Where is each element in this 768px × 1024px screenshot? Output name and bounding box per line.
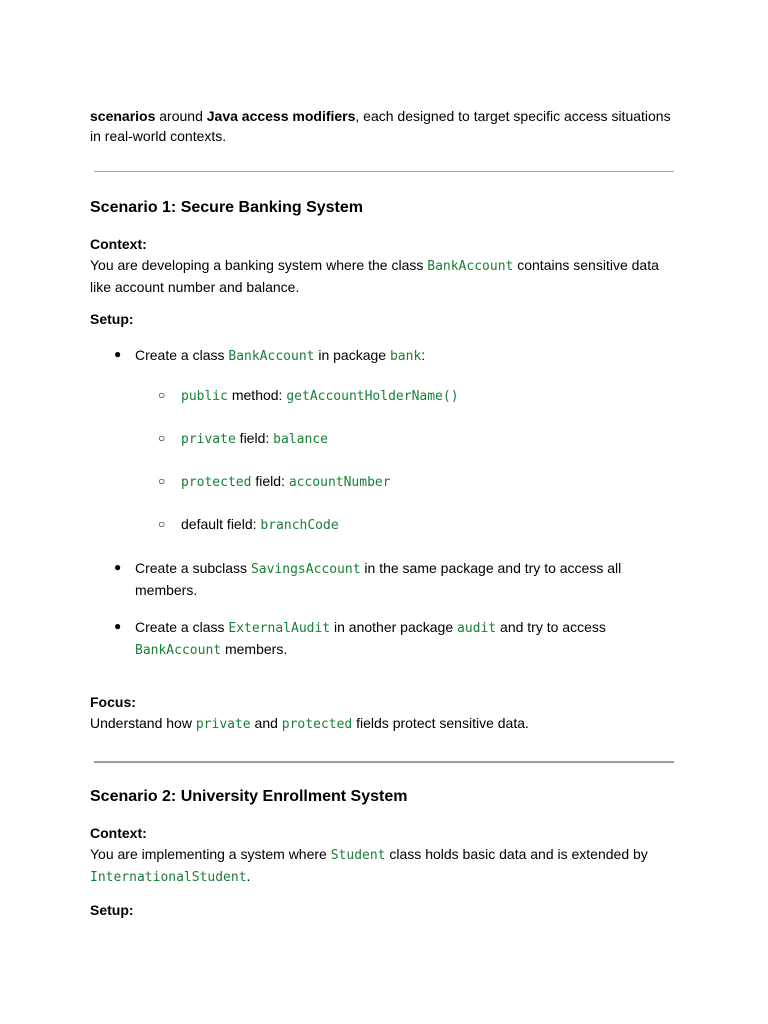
code: InternationalStudent [90, 870, 247, 885]
text: method: [227, 387, 287, 403]
code: Student [330, 848, 386, 863]
sub-bullet-icon: ○ [158, 474, 166, 488]
code: balance [273, 432, 328, 447]
scenario1-context-label: Context: [90, 236, 147, 252]
setup-item-1 [135, 345, 675, 367]
code: accountNumber [288, 475, 391, 490]
text: You are implementing a system where [90, 846, 331, 862]
code: private [181, 432, 236, 447]
sub-bullet-icon: ○ [158, 431, 166, 445]
text: field: [251, 473, 289, 489]
text: field: [235, 430, 274, 446]
text: in another package [330, 619, 457, 635]
code: protected [181, 475, 252, 490]
scenario1-focus-label: Focus: [90, 694, 136, 710]
text: default field: [181, 516, 261, 532]
text: : [421, 347, 426, 363]
code: private [195, 717, 251, 732]
intro-bold-java: Java access modifiers [206, 108, 356, 124]
bullet-icon: ● [114, 347, 122, 361]
scenario1-focus [90, 713, 678, 735]
text: members. [221, 641, 288, 657]
code: BankAccount [135, 643, 222, 658]
code: SavingsAccount [250, 562, 361, 577]
subitem-1 [181, 385, 459, 407]
subitem-4 [181, 514, 339, 536]
divider [94, 171, 674, 172]
text: class holds basic data and is extended by [385, 846, 648, 862]
setup-item-2 [135, 558, 655, 600]
code: branchCode [260, 518, 339, 533]
code: protected [281, 717, 353, 732]
intro-text: around [155, 108, 207, 124]
text: Create a class [135, 347, 229, 363]
text: contains sensitive data like account number and balance. [90, 257, 659, 295]
divider [94, 761, 674, 763]
code: bank [389, 349, 422, 364]
scenario1-context [90, 255, 678, 297]
text: in the same package and try to access all members. [135, 560, 622, 598]
sub-bullet-icon: ○ [158, 517, 166, 531]
code: getAccountHolderName() [286, 389, 459, 404]
text: and try to access [496, 619, 606, 635]
code: public [181, 389, 228, 404]
subitem-3 [181, 471, 391, 493]
text: fields protect sensitive data. [352, 715, 529, 731]
text: You are developing a banking system where the class [90, 257, 428, 273]
bullet-icon: ● [114, 619, 122, 633]
code: BankAccount [228, 349, 315, 364]
text: in package [314, 347, 390, 363]
intro-text-rest: , each designed to target specific access situations in real-world contexts. [90, 108, 671, 144]
intro-bold-scenarios: scenarios [90, 108, 156, 124]
scenario2-title: Scenario 2: University Enrollment System [90, 788, 408, 805]
code-bankaccount: BankAccount [427, 259, 514, 274]
text: . [246, 868, 251, 884]
scenario2-context [90, 844, 678, 888]
scenario1-setup-label: Setup: [90, 311, 134, 327]
text: Create a subclass [135, 560, 251, 576]
code: audit [457, 621, 497, 636]
scenario2-setup-label: Setup: [90, 902, 134, 918]
text: Create a class [135, 619, 229, 635]
scenario2-context-label: Context: [90, 825, 147, 841]
scenario1-title: Scenario 1: Secure Banking System [90, 199, 363, 216]
sub-bullet-icon: ○ [158, 388, 166, 402]
subitem-2 [181, 428, 328, 450]
text: and [250, 715, 282, 731]
intro-paragraph [90, 106, 678, 146]
setup-item-3 [135, 617, 635, 661]
code: ExternalAudit [228, 621, 331, 636]
bullet-icon: ● [114, 560, 122, 574]
text: Understand how [90, 715, 196, 731]
